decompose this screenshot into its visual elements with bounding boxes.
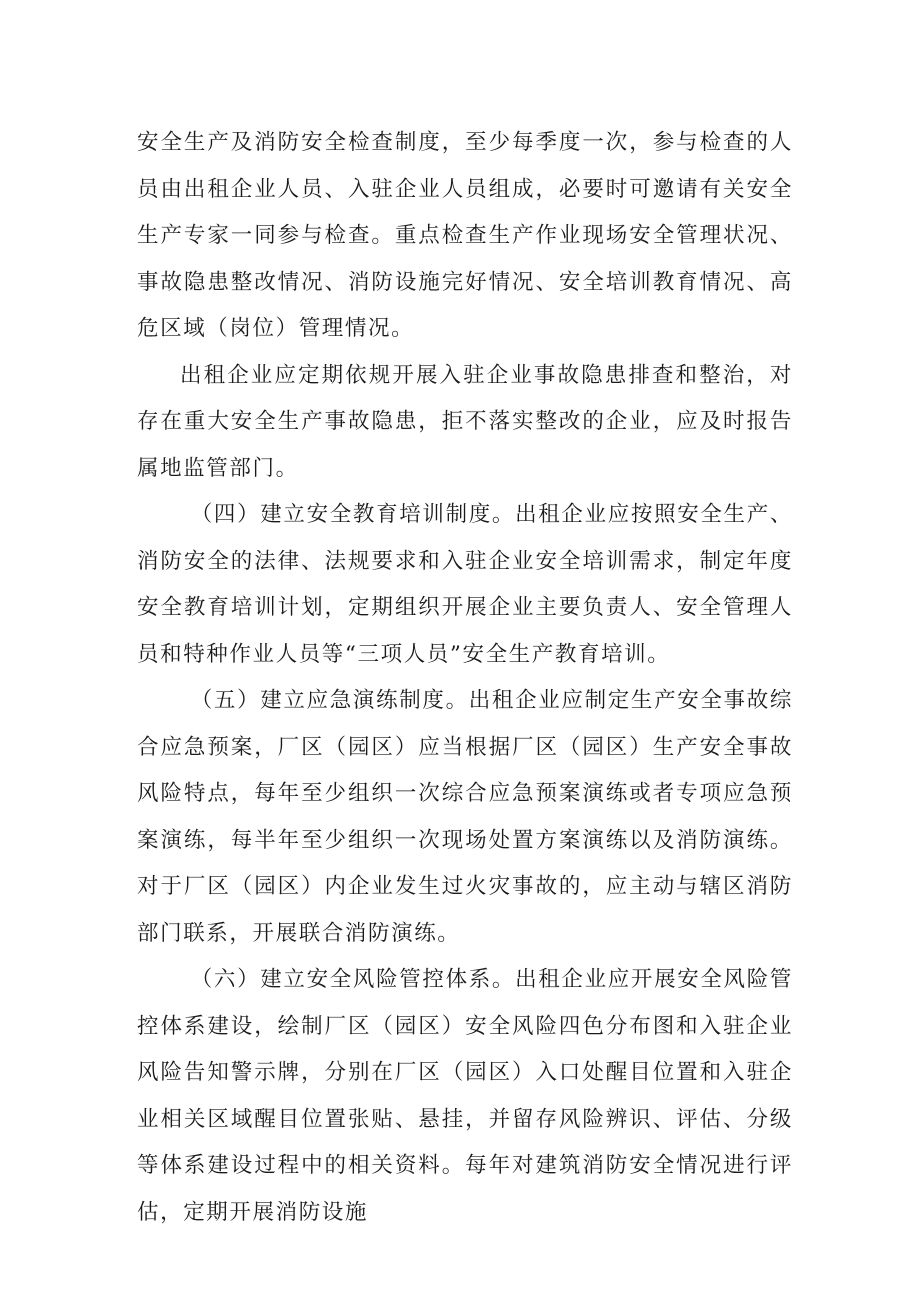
paragraph-training-system: （四）建立安全教育培训制度。出租企业应按照安全生产、消防安全的法律、法规要求和入驻企业安全培训需求，制定年度安全教育培训计划，定期组织开展企业主要负责人、安全管理人员和特种作业人员等“三项人员”安全生产教育培训。: [137, 502, 793, 667]
paragraph-hazard-rectification: 出租企业应定期依规开展入驻企业事故隐患排查和整治，对存在重大安全生产事故隐患，拒不落实整改的企业，应及时报告属地监管部门。: [137, 362, 793, 481]
document-body: [137, 120, 793, 1236]
paragraph-emergency-drill: （五）建立应急演练制度。出租企业应制定生产安全事故综合应急预案，厂区（园区）应当根据厂区（园区）生产安全事故风险特点，每年至少组织一次综合应急预案演练或者专项应急预案演练，每半年至少组织一次现场处置方案演练以及消防演练。对于厂区（园区）内企业发生过火灾事故的，应主动与辖区消防部门联系，开展联合消防演练。: [137, 688, 793, 946]
paragraph-inspection-continued: 安全生产及消防安全检查制度，至少每季度一次，参与检查的人员由出租企业人员、入驻企业人员组成，必要时可邀请有关安全生产专家一同参与检查。重点检查生产作业现场安全管理状况、事故隐患整改情况、消防设施完好情况、安全培训教育情况、高危区域（岗位）管理情况。: [137, 130, 793, 341]
paragraph-risk-control: （六）建立安全风险管控体系。出租企业应开展安全风险管控体系建设，绘制厂区（园区）安全风险四色分布图和入驻企业风险告知警示牌，分别在厂区（园区）入口处醒目位置和入驻企业相关区域醒目位置张贴、悬挂，并留存风险辨识、评估、分级等体系建设过程中的相关资料。每年对建筑消防安全情况进行评估，定期开展消防设施: [137, 967, 793, 1225]
